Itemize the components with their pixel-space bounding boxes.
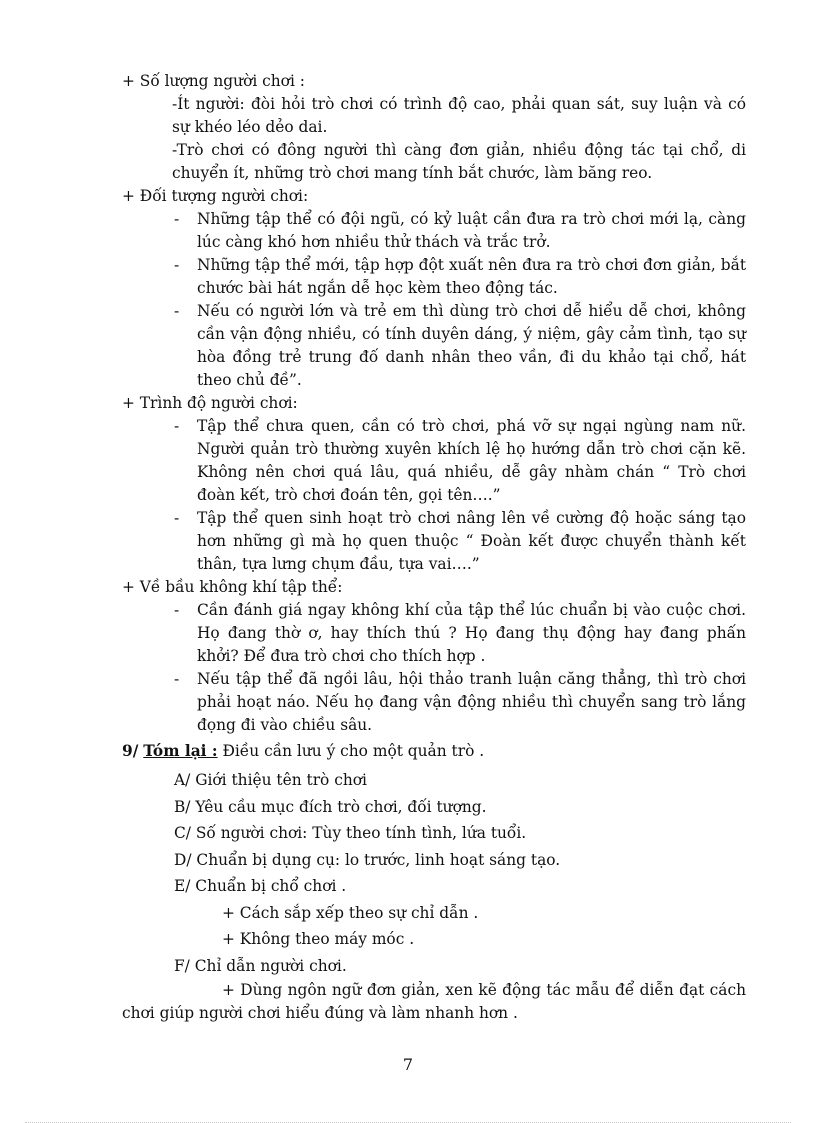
list-item <box>122 300 746 392</box>
summary-text: Điều cần lưu ý cho một quản trò . <box>217 742 485 760</box>
list-item <box>122 668 746 737</box>
heading-so-luong: + Số lượng người chơi : <box>122 72 305 90</box>
list-bau-khong-khi <box>122 599 746 737</box>
dash-marker: - <box>174 256 180 274</box>
paragraph-it-nguoi: -Ít người: đòi hỏi trò chơi có trình độ cao, phải quan sát, suy luận và có sự khéo léo dẻo dai. <box>172 95 746 136</box>
heading-trinh-do: + Trình độ người chơi: <box>122 394 298 412</box>
step-e-detail-2: + Không theo máy móc . <box>222 930 415 948</box>
step-a: A/ Giới thiệu tên trò chơi <box>174 771 367 789</box>
list-item-text: Những tập thể mới, tập hợp đột xuất nên đưa ra trò chơi đơn giản, bắt chước bài hát ngắn dễ học kèm theo động tác. <box>197 256 746 297</box>
summary-label: Tóm lại : <box>143 742 218 760</box>
step-d: D/ Chuẩn bị dụng cụ: lo trước, linh hoạt sáng tạo. <box>174 850 561 869</box>
list-item-text: Nếu tập thể đã ngồi lâu, hội thảo tranh luận căng thẳng, thì trò chơi phải hoạt náo. Nếu họ đang vận động nhiều thì chuyển sang trò lắng đọng đi vào chiều sâu. <box>197 670 746 734</box>
step-e: E/ Chuẩn bị chổ chơi . <box>174 877 347 895</box>
dash-marker: - <box>174 670 180 688</box>
dash-marker: - <box>174 601 180 619</box>
list-item-text: Nếu có người lớn và trẻ em thì dùng trò chơi dễ hiểu dễ chơi, không cần vận động nhiều, có tính duyên dáng, ý niệm, gây cảm tình, tạo sự hòa đồng trẻ trung đố danh nhân theo vần, đi du khảo tại chổ, hát theo chủ đề”. <box>197 302 746 389</box>
section-number: 9/ <box>122 742 139 760</box>
paragraph-dong-nguoi: -Trò chơi có đông người thì càng đơn giản, nhiều động tác tại chổ, di chuyển ít, những trò chơi mang tính bắt chước, làm băng reo. <box>172 141 746 182</box>
list-item-text: Tập thể quen sinh hoạt trò chơi nâng lên về cường độ hoặc sáng tạo hơn những gì mà họ quen thuộc “ Đoàn kết được chuyển thành kết thân, tựa lưng chụm đầu, tựa vai….” <box>197 509 746 573</box>
dash-marker: - <box>174 302 180 320</box>
list-item <box>122 599 746 668</box>
dash-marker: - <box>174 417 180 435</box>
step-f: F/ Chỉ dẫn người chơi. <box>174 956 347 975</box>
step-f-detail: + Dùng ngôn ngữ đơn giản, xen kẽ động tác mẫu để diễn đạt cách chơi giúp người chơi hiểu đúng và làm nhanh hơn . <box>122 981 746 1022</box>
page-number: 7 <box>402 1055 414 1074</box>
list-item <box>122 254 746 300</box>
list-item-text: Tập thể chưa quen, cần có trò chơi, phá vỡ sự ngại ngùng nam nữ. Người quản trò thường xuyên khích lệ họ hướng dẫn trò chơi cặn kẽ. Không nên chơi quá lâu, quá nhiều, dễ gây nhàm chán “ Trò chơi đoàn kết, trò chơi đoán tên, gọi tên….” <box>197 417 746 504</box>
step-e-detail-1: + Cách sắp xếp theo sự chỉ dẫn . <box>222 903 479 922</box>
list-item <box>122 415 746 507</box>
list-item-text: Những tập thể có đội ngũ, có kỷ luật cần đưa ra trò chơi mới lạ, càng lúc càng khó hơn nhiều thử thách và trắc trở. <box>197 210 746 251</box>
list-trinh-do <box>122 415 746 576</box>
list-item <box>122 208 746 254</box>
heading-bau-khong-khi: + Về bầu không khí tập thể: <box>122 578 343 596</box>
heading-doi-tuong: + Đối tượng người chơi: <box>122 187 309 205</box>
list-doi-tuong <box>122 208 746 392</box>
summary-heading <box>122 740 746 763</box>
step-b: B/ Yêu cầu mục đích trò chơi, đối tượng. <box>174 797 487 816</box>
step-c: C/ Số người chơi: Tùy theo tính tình, lứa tuổi. <box>174 824 527 842</box>
list-item <box>122 507 746 576</box>
page-content <box>122 70 746 1025</box>
dash-marker: - <box>174 509 180 527</box>
dash-marker: - <box>174 210 180 228</box>
list-item-text: Cần đánh giá ngay không khí của tập thể lúc chuẩn bị vào cuộc chơi. Họ đang thờ ơ, hay thích thú ? Họ đang thụ động hay đang phấn khởi? Để đưa trò chơi cho thích hợp . <box>197 601 746 665</box>
